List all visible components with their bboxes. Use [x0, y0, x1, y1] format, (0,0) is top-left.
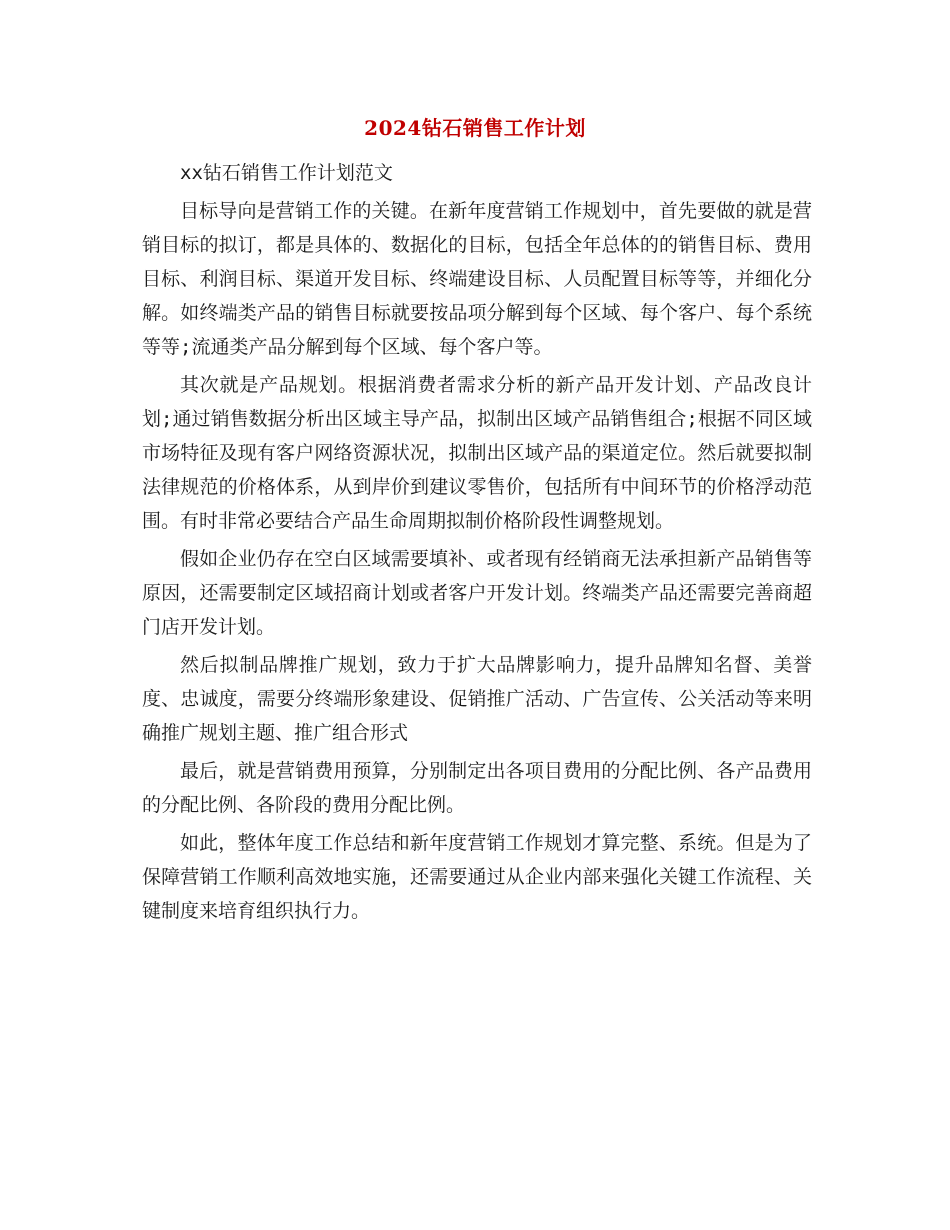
paragraph-brand-promotion: 然后拟制品牌推广规划，致力于扩大品牌影响力，提升品牌知名督、美誉度、忠诚度，需要分终端形象建设、促销推广活动、广告宣传、公关活动等来明确推广规划主题、推广组合形式: [142, 654, 812, 744]
paragraph-product-planning: 其次就是产品规划。根据消费者需求分析的新产品开发计划、产品改良计划;通过销售数据分析出区域主导产品，拟制出区域产品销售组合;根据不同区域市场特征及现有客户网络资源状况，拟制出区域产品的渠道定位。然后就要拟制法律规范的价格体系，从到岸价到建议零售价，包括所有中间环节的价格浮动范围。有时非常必要结合产品生命周期拟制价格阶段性调整规划。: [142, 374, 812, 532]
document-title: 2024钻石销售工作计划: [364, 116, 586, 140]
paragraph-budget: 最后，就是营销费用预算，分别制定出各项目费用的分配比例、各产品费用的分配比例、各阶段的费用分配比例。: [142, 760, 812, 816]
document-subtitle: xx钻石销售工作计划范文: [180, 162, 393, 184]
paragraph-conclusion: 如此，整体年度工作总结和新年度营销工作规划才算完整、系统。但是为了保障营销工作顺利高效地实施，还需要通过从企业内部来强化关键工作流程、关键制度来培育组织执行力。: [142, 832, 812, 922]
paragraph-investment-plan: 假如企业仍存在空白区域需要填补、或者现有经销商无法承担新产品销售等原因，还需要制定区域招商计划或者客户开发计划。终端类产品还需要完善商超门店开发计划。: [142, 548, 812, 638]
document-body: [142, 156, 812, 932]
paragraph-targets: 目标导向是营销工作的关键。在新年度营销工作规划中，首先要做的就是营销目标的拟订，都是具体的、数据化的目标，包括全年总体的的销售目标、费用目标、利润目标、渠道开发目标、终端建设目标、人员配置目标等等，并细化分解。如终端类产品的销售目标就要按品项分解到每个区域、每个客户、每个系统等等;流通类产品分解到每个区域、每个客户等。: [142, 200, 812, 358]
